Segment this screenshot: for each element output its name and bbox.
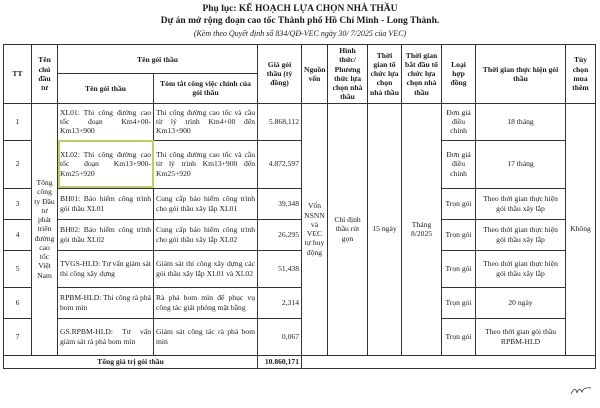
contract-type: Trọn gói (442, 219, 476, 250)
row-tt: 2 (4, 140, 32, 188)
exec-time: 20 ngày (476, 287, 566, 318)
method-cell: Chỉ định thầu rút gọn (328, 103, 368, 355)
contract-type: Trọn gói (442, 287, 476, 318)
package-name: XL02: Thi công đường cao tốc đoạn Km13+900-Km25+920 (58, 140, 154, 188)
col-start-time: Thời gian bắt đầu tổ chức lựa chọn nhà thầu (402, 45, 442, 104)
col-contract-type: Loại hợp đồng (442, 45, 476, 104)
col-price: Giá gói thầu (tỷ đồng) (258, 45, 302, 104)
row-tt: 5 (4, 250, 32, 287)
package-summary: Rà phá bom mìn để phục vụ công tác giải phóng mặt bằng (154, 287, 258, 318)
contract-type: Trọn gói (442, 188, 476, 219)
exec-time: Theo thời gian thực hiện gói thầu xây lắp (476, 188, 566, 219)
project-title: Dự án mở rộng đoạn cao tốc Thành phố Hồ Chí Minh - Long Thành. (160, 16, 440, 26)
package-name: TVGS-HLD: Tư vấn giám sát thi công xây dựng (58, 250, 154, 287)
total-row (4, 355, 596, 368)
package-summary: Thi công đường cao tốc và cầu từ lý trình Km13+900 đến Km25+920 (154, 140, 258, 188)
total-empty-cell (302, 355, 596, 368)
package-price: 51,438 (258, 250, 302, 287)
duration-cell: 15 ngày (368, 103, 402, 355)
investor-cell: Tổng công ty Đầu tư phát triển đường cao tốc Việt Nam (32, 103, 58, 355)
package-name: BH02: Bảo hiểm công trình gói thầu XL02 (58, 219, 154, 250)
contract-type: Đơn giá điều chỉnh (442, 140, 476, 188)
exec-time: Theo thời gian thực hiện gói thầu xây lắp (476, 250, 566, 287)
col-package-name: Tên gói thầu (58, 74, 154, 103)
option-cell: Không (566, 103, 596, 355)
col-option: Tùy chọn mua thêm (566, 45, 596, 104)
decision-reference: (Kèm theo Quyết định số 834/QĐ-VEC ngày 30/ 7/2025 của VEC) (193, 29, 407, 38)
col-source: Nguồn vốn (302, 45, 328, 104)
package-price: 5.868,112 (258, 103, 302, 140)
package-summary: Thi công đường cao tốc và cầu từ lý trình Km4+00 đến Km13+900 (154, 103, 258, 140)
source-cell: Vốn NSNN và VEC tự huy động (302, 103, 328, 355)
row-tt: 6 (4, 287, 32, 318)
col-exec-time: Thời gian thực hiện gói thầu (476, 45, 566, 104)
row-tt: 3 (4, 188, 32, 219)
contractor-selection-table (3, 44, 596, 369)
total-value: 10.860,171 (258, 355, 302, 368)
col-investor: Tên chủ đầu tư (32, 45, 58, 104)
package-price: 4.872,597 (258, 140, 302, 188)
col-package-summary: Tóm tắt công việc chính của gói thầu (154, 74, 258, 103)
table-row (4, 140, 596, 188)
col-package-group: Tên gói thầu (58, 45, 258, 74)
appendix-title: Phụ lục: KẾ HOẠCH LỰA CHỌN NHÀ THẦU (202, 4, 398, 14)
table-row (4, 318, 596, 355)
package-summary: Giám sát thi công xây dựng các gói thầu xây lắp XL01 và XL02 (154, 250, 258, 287)
row-tt: 4 (4, 219, 32, 250)
table-row (4, 287, 596, 318)
exec-time: Theo thời gian thực hiện gói thầu xây lắp (476, 219, 566, 250)
start-time-cell: Tháng 8/2025 (402, 103, 442, 355)
package-summary: Cung cấp bảo hiểm công trình cho gói thầu xây lắp XL01 (154, 188, 258, 219)
table-row (4, 188, 596, 219)
table-row (4, 250, 596, 287)
package-summary: Giám sát công tác rà phá bom mìn (154, 318, 258, 355)
table-row (4, 103, 596, 140)
exec-time: Theo thời gian gói thầu RPBM-HLD (476, 318, 566, 355)
package-name: BH01: Bảo hiểm công trình gói thầu XL01 (58, 188, 154, 219)
contract-type: Trọn gói (442, 318, 476, 355)
initials-mark-icon (570, 386, 592, 396)
package-name: XL01: Thi công đường cao tốc đoạn Km4+00-Km13+900 (58, 103, 154, 140)
package-name: RPBM-HLD: Thi công rà phá bom mìn (58, 287, 154, 318)
package-price: 0,067 (258, 318, 302, 355)
exec-time: 17 tháng (476, 140, 566, 188)
row-tt: 7 (4, 318, 32, 355)
col-tt: TT (4, 45, 32, 104)
exec-time: 18 tháng (476, 103, 566, 140)
total-label: Tổng giá trị gói thầu (4, 355, 258, 368)
package-price: 39,348 (258, 188, 302, 219)
table-row (4, 219, 596, 250)
package-name: GS.RPBM-HLD: Tư vấn giám sát rà phá bom mìn (58, 318, 154, 355)
col-method: Hình thức/ Phương thức lựa chọn nhà thầu (328, 45, 368, 104)
package-price: 2,314 (258, 287, 302, 318)
package-price: 26,295 (258, 219, 302, 250)
contract-type: Trọn gói (442, 250, 476, 287)
package-summary: Cung cấp bảo hiểm công trình cho gói thầu xây lắp XL02 (154, 219, 258, 250)
col-duration-select: Thời gian tổ chức lựa chọn nhà thầu (368, 45, 402, 104)
row-tt: 1 (4, 103, 32, 140)
contract-type: Đơn giá điều chỉnh (442, 103, 476, 140)
